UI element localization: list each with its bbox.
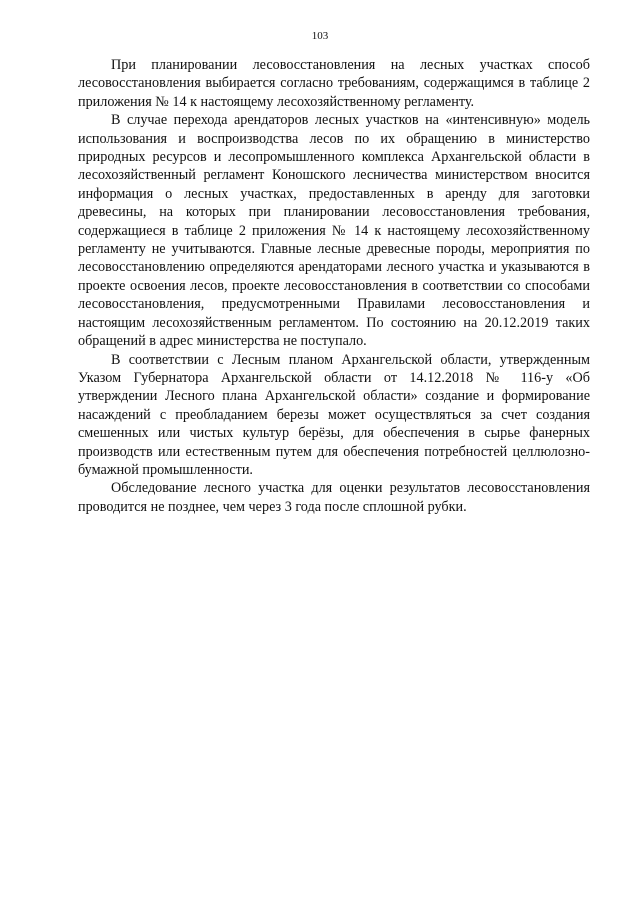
paragraph-forest-plan: В соответствии с Лесным планом Архангельской области, утвержденным Указом Губернатора Архангельской области от 14.12.2018 № 116-у «Об утверждении Лесного плана Архангельской области» создание и формирование насаждений с преобладанием березы может осуществляться за счет создания смешенных или чистых культур берёзы, для обеспечения в сырье фанерных производств или естественным путем для обеспечения потребностей целлюлозно-бумажной промышленности. <box>78 351 590 478</box>
paragraph-intensive-model: В случае перехода арендаторов лесных участков на «интенсивную» модель использования и воспроизводства лесов по их обращению в министерство природных ресурсов и лесопромышленного комплекса Архангельской области в лесохозяйственный регламент Коношского лесничества министерством вносится информация о лесных участках, предоставленных в аренду для заготовки древесины, на которых при планировании лесовосстановления требования, содержащиеся в таблице 2 приложения № 14 к настоящему лесохозяйственному регламенту не учитываются. Главные лесные древесные породы, мероприятия по лесовосстановлению определяются арендаторами лесного участка и указываются в проекте освоения лесов, проекте лесовосстановления в соответствии со способами лесовосстановления, предусмотренными Правилами лесовосстановления и настоящим лесохозяйственным регламентом. По состоянию на 20.12.2019 таких обращений в адрес министерства не поступало. <box>78 112 590 350</box>
paragraph-site-inspection: Обследование лесного участка для оценки результатов лесовосстановления проводится не позднее, чем через 3 года после сплошной рубки. <box>78 480 590 515</box>
paragraph-reforestation-method: При планировании лесовосстановления на лесных участках способ лесовосстановления выбирается согласно требованиям, содержащимся в таблице 2 приложения № 14 к настоящему лесохозяйственному регламенту. <box>78 57 590 110</box>
document-body <box>78 56 590 516</box>
page-number: 103 <box>311 30 329 42</box>
